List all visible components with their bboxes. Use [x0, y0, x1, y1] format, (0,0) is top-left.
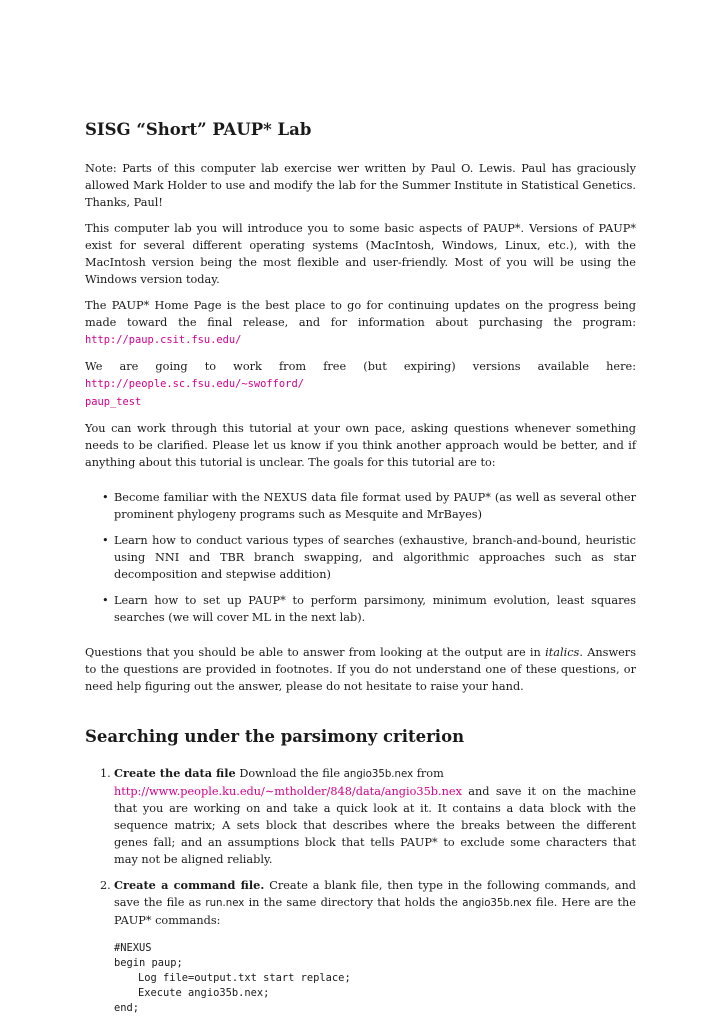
note-paragraph: Note: Parts of this computer lab exercise wer written by Paul O. Lewis. Paul has graciously allowed Mark Holder to use and modify the lab for the Summer Institute in Statistical Genetics. Thanks, Paul! [85, 162, 636, 209]
questions-italic-word: italics [545, 646, 580, 659]
data-file-link[interactable]: http://www.people.ku.edu/∼mtholder/848/data/angio35b.nex [114, 785, 462, 798]
step-text: Create a blank file, then type in the following commands, and save the file as [114, 879, 636, 909]
steps-list [85, 765, 636, 1016]
step-text: file. Here are the PAUP* commands: [114, 896, 636, 927]
pace-paragraph: You can work through this tutorial at your own pace, asking questions whenever something needs to be clarified. Please let us know if you think another approach would be better, and if anything about this tutorial is unclear. The goals for this tutorial are to: [85, 422, 636, 469]
goal-text: Become familiar with the NEXUS data file format used by PAUP* (as well as several other prominent phylogeny programs such as Mesquite and MrBayes) [114, 491, 636, 521]
free-version-link-part1: http://people.sc.fsu.edu/~swofford/ [85, 378, 304, 390]
homepage-text: The PAUP* Home Page is the best place to go for continuing updates on the progress being made toward the final release, and for information about purchasing the program: [85, 299, 636, 329]
questions-text-post: . Answers to the questions are provided in footnotes. If you do not understand one of these questions, or need help figuring out the answer, please do not hesitate to raise your hand. [85, 646, 637, 693]
list-item [85, 765, 636, 868]
code-line: Execute angio35b.nex; [138, 987, 270, 999]
file-name: angio35b.nex [343, 769, 414, 780]
code-line: Log file=output.txt start replace; [138, 972, 351, 984]
free-version-text: We are going to work from free (but expiring) versions available here: [85, 360, 636, 373]
code-line: end; [114, 1002, 140, 1014]
goal-text: Learn how to conduct various types of searches (exhaustive, branch-and-bound, heuristic using NNI and TBR branch swapping, and algorithmic approaches such as star decomposition and stepwise addition) [114, 534, 636, 581]
free-version-link-part2: paup_test [85, 396, 142, 408]
list-item [85, 592, 636, 626]
step-text: and save it on the machine that you are working on and take a quick look at it. It contains a data block with the sequence matrix; A sets block that describes where the breaks between the different genes fall; and an assumptions block that tells PAUP* to exclude some characters that may not be aligned reliably. [114, 785, 636, 866]
list-item [85, 532, 636, 583]
section-heading: Searching under the parsimony criterion [85, 727, 465, 746]
step-number: 2. [100, 879, 111, 892]
step-number: 1. [100, 767, 111, 780]
code-line: begin paup; [114, 957, 183, 969]
bullet-icon: • [102, 594, 109, 607]
intro-paragraph: This computer lab you will introduce you to some basic aspects of PAUP*. Versions of PAUP* exist for several different operating systems (MacIntosh, Windows, Linux, etc.), with the MacIntosh version being the most flexible and user-friendly. Most of you will be using the Windows version today. [85, 222, 636, 286]
file-name: angio35b.nex [462, 898, 532, 909]
page-title: SISG “Short” PAUP* Lab [85, 120, 312, 139]
step-title: Create a command file. [114, 878, 265, 892]
code-line: #NEXUS [114, 942, 152, 954]
file-name: run.nex [205, 898, 245, 909]
homepage-link[interactable]: http://paup.csit.fsu.edu/ [85, 334, 242, 346]
questions-text-pre: Questions that you should be able to answer from looking at the output are in [85, 646, 541, 659]
step-title: Create the data file [114, 766, 236, 780]
goals-list [85, 489, 636, 626]
step-text: from [416, 767, 444, 780]
free-version-paragraph [85, 358, 636, 411]
list-item [85, 489, 636, 523]
free-version-link[interactable] [85, 378, 304, 408]
bullet-icon: • [102, 534, 109, 547]
bullet-icon: • [102, 491, 109, 504]
code-block [114, 941, 636, 1016]
step-text: Download the file [239, 767, 341, 780]
list-item [85, 877, 636, 1016]
step-text: in the same directory that holds the [248, 896, 458, 909]
page-content [85, 118, 636, 1025]
homepage-paragraph [85, 297, 636, 349]
questions-paragraph [85, 644, 636, 695]
goal-text: Learn how to set up PAUP* to perform parsimony, minimum evolution, least squares searches (we will cover ML in the next lab). [114, 594, 636, 624]
